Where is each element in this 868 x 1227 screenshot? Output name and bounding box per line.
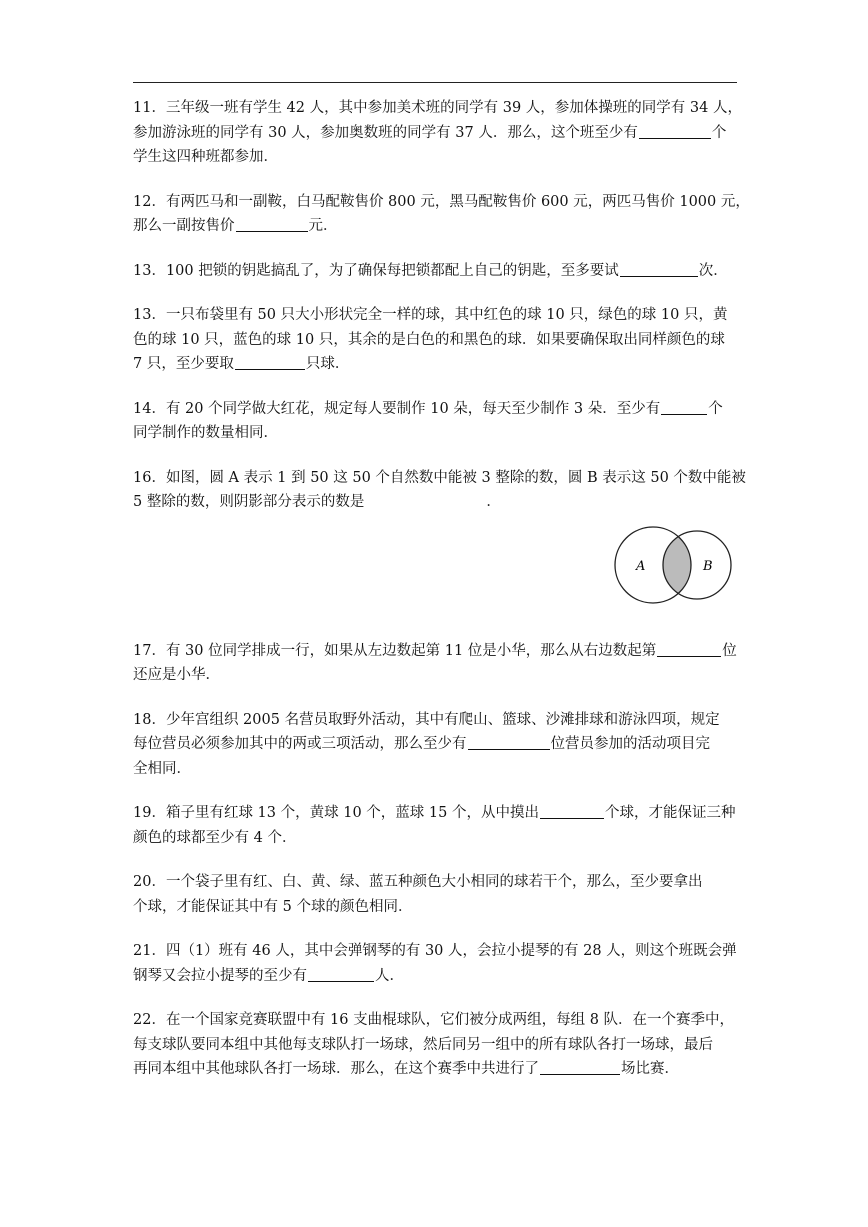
question-text: ． [486, 494, 501, 510]
question-text: 学生这四种班都参加． [133, 149, 278, 165]
question-text: 个球，才能保证其中有 5 个球的颜色相同． [133, 898, 413, 915]
question-text: 18．少年宫组织 2005 名营员取野外活动，其中有爬山、篮球、沙滩排球和游泳四项，规定 [133, 711, 720, 728]
question-text: 元． [308, 218, 338, 234]
question-text: 12．有两匹马和一副鞍，白马配鞍售价 800 元，黑马配鞍售价 600 元，两匹马售价 1000 元， [133, 193, 750, 210]
question-text: 22．在一个国家竞赛联盟中有 16 支曲棍球队，它们被分成两组，每组 8 队．在一个赛季中， [133, 1012, 735, 1028]
question-text: 每支球队要同本组中其他每支球队打一场球，然后同另一组中的所有球队各打一场球，最后 [133, 1036, 713, 1053]
question-text: 再同本组中其他球队各打一场球．那么，在这个赛季中共进行了 [133, 1061, 539, 1077]
question-list [133, 96, 750, 1102]
question-text: 人． [375, 967, 404, 984]
answer-blank[interactable] [236, 215, 308, 232]
question-text: 次． [698, 262, 728, 279]
question-16 [133, 466, 746, 515]
question-text: 21．四（1）班有 46 人，其中会弹钢琴的有 30 人，会拉小提琴的有 28 人，则这个班既会弹 [133, 943, 737, 959]
question-17 [133, 639, 737, 688]
question-text: 17．有 30 位同学排成一行，如果从左边数起第 11 位是小华，那么从右边数起第 [133, 642, 657, 659]
question-13a [133, 259, 737, 284]
answer-blank[interactable] [540, 802, 604, 819]
question-text: 同学制作的数量相同． [133, 425, 278, 441]
header-rule [133, 82, 737, 83]
question-text: 11．三年级一班有学生 42 人，其中参加美术班的同学有 39 人，参加体操班的同学有 34 人， [133, 100, 742, 116]
question-text: 个 [711, 124, 727, 141]
question-18 [133, 708, 737, 782]
question-text: 20．一个袋子里有红、白、黄、绿、蓝五种颜色大小相同的球若干个，那么，至少要拿出 [133, 874, 703, 890]
question-text: 位营员参加的活动项目完 [550, 736, 710, 752]
question-text: 还应是小华． [133, 667, 220, 683]
answer-blank[interactable] [235, 353, 305, 370]
answer-blank[interactable] [661, 398, 707, 415]
answer-blank[interactable] [365, 492, 485, 508]
question-text: 7 只，至少要取 [133, 356, 234, 372]
question-19 [133, 801, 737, 850]
answer-blank[interactable] [468, 733, 550, 750]
answer-blank[interactable] [657, 640, 721, 657]
question-20 [133, 870, 737, 919]
question-text: 钢琴又会拉小提琴的至少有 [133, 967, 307, 984]
question-text: 色的球 10 只，蓝色的球 10 只，其余的是白色的和黑色的球．如果要确保取出同样颜色的球 [133, 331, 725, 348]
answer-blank[interactable] [308, 965, 374, 982]
venn-label-b: B [703, 558, 713, 574]
question-text: 13．一只布袋里有 50 只大小形状完全一样的球，其中红色的球 10 只，绿色的球 10 只，黄 [133, 307, 728, 323]
question-13b [133, 303, 737, 377]
venn-diagram-area [133, 519, 737, 615]
question-text: 个球，才能保证三种 [604, 805, 736, 821]
question-text: 个 [708, 400, 723, 417]
question-22 [133, 1008, 737, 1082]
question-text: 16．如图，圆 A 表示 1 到 50 这 50 个自然数中能被 3 整除的数，圆 B 表示这 50 个数中能被 [133, 469, 746, 486]
question-line [133, 214, 737, 239]
question-text: 场比赛． [621, 1061, 679, 1077]
question-text: 每位营员必须参加其中的两或三项活动，那么至少有 [133, 736, 467, 752]
question-line [133, 259, 737, 284]
question-line [133, 1057, 737, 1082]
question-text: 14．有 20 个同学做大红花，规定每人要制作 10 朵，每天至少制作 3 朵．至少有 [133, 400, 661, 417]
question-12 [133, 190, 750, 239]
question-line [133, 964, 737, 989]
question-text: 那么一副按售价 [133, 218, 235, 234]
question-text: 全相同． [133, 760, 191, 777]
venn-diagram [611, 519, 737, 611]
question-text: 5 整除的数，则阴影部分表示的数是 [133, 494, 365, 510]
question-text: 参加游泳班的同学有 30 人，参加奥数班的同学有 37 人．那么，这个班至少有 [133, 124, 638, 141]
question-text: 13．100 把锁的钥匙搞乱了，为了确保每把锁都配上自己的钥匙，至多要试 [133, 262, 619, 279]
question-line [133, 352, 737, 377]
question-14 [133, 397, 737, 446]
question-line [133, 732, 737, 757]
question-21 [133, 939, 737, 988]
question-line [133, 397, 737, 422]
question-line [133, 639, 737, 664]
answer-blank[interactable] [639, 122, 711, 139]
answer-blank[interactable] [620, 260, 698, 277]
question-text: 颜色的球都至少有 4 个． [133, 829, 297, 846]
question-line [133, 121, 737, 146]
question-line [133, 490, 737, 515]
venn-label-a: A [636, 558, 646, 574]
question-line [133, 801, 737, 826]
question-11 [133, 96, 742, 170]
question-text: 只球． [305, 356, 350, 372]
answer-blank[interactable] [540, 1058, 620, 1075]
question-text: 位 [722, 642, 737, 659]
question-text: 19．箱子里有红球 13 个，黄球 10 个，蓝球 15 个，从中摸出 [133, 805, 539, 821]
